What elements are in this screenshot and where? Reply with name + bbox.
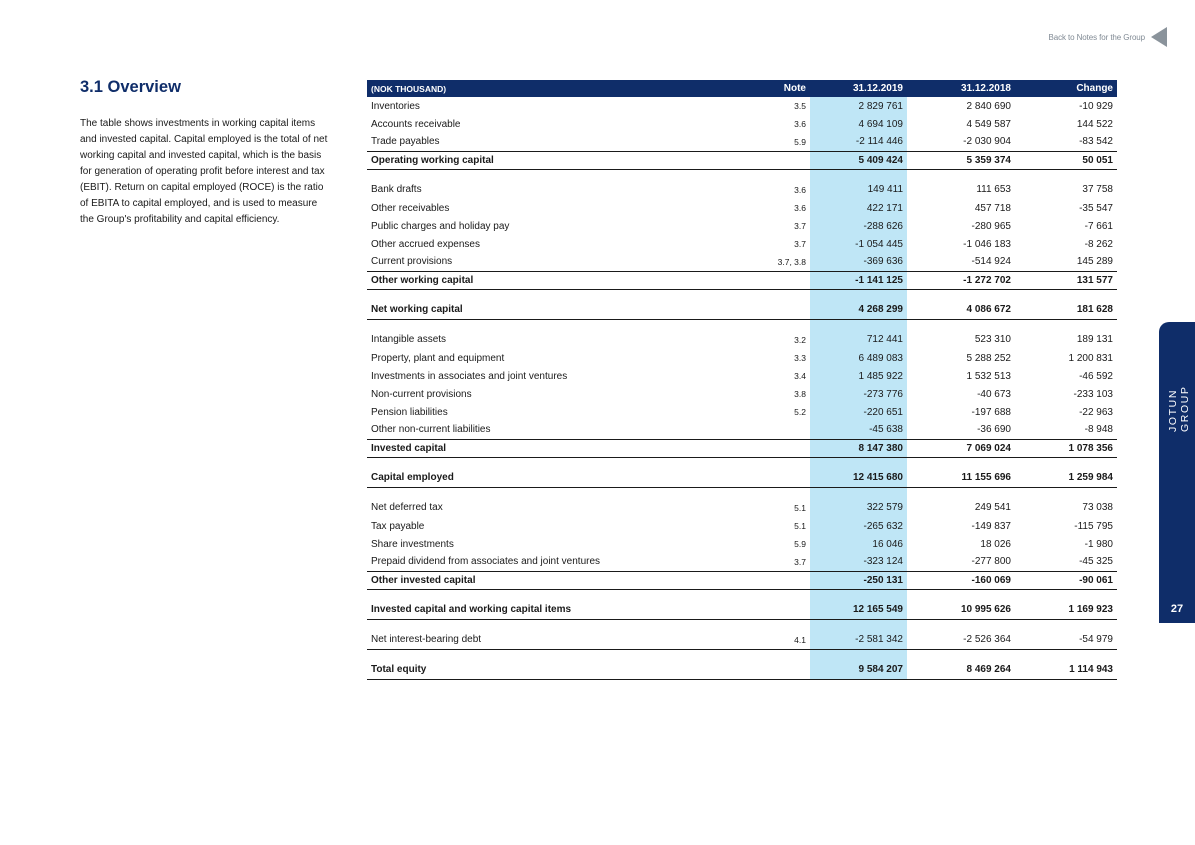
row-label: Investments in associates and joint ventures [371,370,568,382]
row-label: Other invested capital [367,571,747,589]
row-note [747,439,810,457]
row-label: Other non-current liabilities [371,424,491,436]
row-change: 37 758 [1082,184,1113,196]
table-row [367,253,1117,271]
table-row [367,133,1117,151]
row-change: 73 038 [1082,502,1113,514]
table-row [367,403,1117,421]
row-change: 1 200 831 [1068,352,1113,364]
side-tab [1159,322,1195,623]
header-change: Change [1015,80,1117,97]
row-value-2018: 249 541 [974,502,1011,514]
row-label: Prepaid dividend from associates and joint ventures [371,556,601,568]
row-value-2019: 1 485 922 [810,367,907,385]
row-value-2018: 10 995 626 [907,589,1015,619]
row-note: 3.6 [794,184,806,195]
row-change: 145 289 [1076,256,1113,268]
row-value-2018: -160 069 [907,571,1015,589]
row-value-2018: 5 359 374 [907,151,1015,169]
row-label: Capital employed [367,457,747,487]
table-row [367,97,1117,115]
row-value-2018: -1 046 183 [963,238,1011,250]
table-row [367,589,1117,619]
row-value-2019: 9 584 207 [810,649,907,679]
row-value-2018: 8 469 264 [907,649,1015,679]
row-note: 5.1 [794,521,806,531]
row-value-2018: 457 718 [974,202,1011,214]
row-value-2019: -288 626 [810,217,907,235]
header-label: (NOK THOUSAND) [367,80,747,97]
row-label: Net interest-bearing debt [371,634,482,645]
row-value-2018: 5 288 252 [966,352,1011,364]
row-note: 3.7, 3.8 [777,256,806,267]
row-label: Bank drafts [371,184,422,196]
row-note: 3.8 [794,389,806,399]
row-value-2019: -369 636 [810,253,907,271]
table-row [367,553,1117,571]
row-value-2019: 12 415 680 [810,457,907,487]
row-note [747,271,810,289]
table-body [367,97,1117,679]
row-label: Inventories [371,100,420,112]
brand-label: JOTUN GROUP [1167,385,1191,432]
row-change: -8 262 [1084,238,1113,250]
row-note: 3.5 [794,101,806,111]
row-value-2019: -220 651 [810,403,907,421]
row-value-2019: -323 124 [810,553,907,571]
row-label: Operating working capital [367,151,747,169]
header-2018: 31.12.2018 [907,80,1015,97]
table-row [367,439,1117,457]
row-label: Other working capital [367,271,747,289]
row-note: 3.3 [794,353,806,363]
row-note: 5.9 [794,136,806,147]
row-value-2019: 8 147 380 [810,439,907,457]
row-change: -22 963 [1079,406,1113,418]
row-change: -90 061 [1015,571,1117,589]
table-row [367,271,1117,289]
row-value-2018: 4 086 672 [907,289,1015,319]
back-arrow-icon[interactable] [1151,27,1167,47]
row-value-2018: 1 532 513 [966,370,1011,382]
row-change: -8 948 [1084,424,1113,436]
section-title: 3.1 Overview [80,78,181,96]
row-change: 144 522 [1076,118,1113,130]
back-to-notes-link[interactable] [1049,27,1167,47]
row-change: -115 795 [1074,520,1113,532]
section-body: The table shows investments in working capital items and invested capital. Capital employed is the total of net working capital and invested capital, which is the basis for generation of operating profit before interest and tax (EBIT). Return on capital employed (ROCE) is the ratio of EBITA to capital employed, and is used to measure the Group's profitability and capital efficiency. [80,118,328,225]
row-label: Accounts receivable [371,118,461,130]
row-change: -54 979 [1079,634,1113,645]
row-value-2019: 16 046 [810,535,907,553]
table-row [367,517,1117,535]
table-row [367,385,1117,403]
row-note [747,649,810,679]
row-value-2018: -280 965 [971,220,1011,232]
row-value-2018: -36 690 [977,424,1011,436]
row-label: Invested capital [367,439,747,457]
table-row [367,457,1117,487]
row-change: -35 547 [1079,202,1113,214]
row-value-2019: 149 411 [810,169,907,199]
row-label: Non-current provisions [371,388,472,400]
row-note: 3.2 [794,334,806,345]
row-change: 50 051 [1015,151,1117,169]
row-change: 181 628 [1015,289,1117,319]
row-label: Trade payables [371,136,440,148]
table-row [367,421,1117,439]
row-change: -83 542 [1079,136,1113,148]
table-row [367,367,1117,385]
row-value-2018: -40 673 [977,388,1011,400]
header-note: Note [747,80,810,97]
table-row [367,199,1117,217]
row-value-2019: -2 581 342 [810,619,907,649]
capital-table [367,80,1117,680]
row-note: 3.7 [794,221,806,231]
row-value-2019: 322 579 [810,487,907,517]
row-note: 3.6 [794,203,806,213]
row-label: Pension liabilities [371,406,448,418]
row-change: 1 259 984 [1015,457,1117,487]
row-change: 1 078 356 [1015,439,1117,457]
row-change: 131 577 [1015,271,1117,289]
row-note: 3.6 [794,119,806,129]
row-label: Other receivables [371,202,450,214]
row-label: Property, plant and equipment [371,352,505,364]
row-value-2018: 18 026 [980,538,1011,550]
table-row [367,571,1117,589]
table-row [367,217,1117,235]
page-number: 27 [1170,603,1184,615]
row-value-2018: -277 800 [971,556,1011,568]
table-row [367,619,1117,649]
row-change: -46 592 [1079,370,1113,382]
table-row [367,535,1117,553]
row-value-2018: -149 837 [971,520,1011,532]
row-value-2019: -1 054 445 [810,235,907,253]
row-label: Intangible assets [371,334,447,346]
table-header-row [367,80,1117,97]
table-row [367,319,1117,349]
row-value-2019: 422 171 [810,199,907,217]
table-row [367,169,1117,199]
table-row [367,151,1117,169]
row-value-2019: 5 409 424 [810,151,907,169]
row-label: Current provisions [371,256,453,268]
row-value-2019: -273 776 [810,385,907,403]
row-label: Total equity [367,649,747,679]
row-change: -45 325 [1079,556,1113,568]
row-change: 1 114 943 [1015,649,1117,679]
row-note: 3.4 [794,371,806,381]
row-change: -233 103 [1073,388,1113,400]
row-value-2019: -250 131 [810,571,907,589]
row-change: -1 980 [1084,538,1113,550]
row-value-2018: -197 688 [971,406,1011,418]
row-label: Tax payable [371,520,425,532]
row-note: 5.9 [794,539,806,549]
intro-section [80,78,330,228]
row-value-2018: 7 069 024 [907,439,1015,457]
table-row [367,115,1117,133]
row-label: Net deferred tax [371,502,443,514]
row-note [747,457,810,487]
row-value-2018: 11 155 696 [907,457,1015,487]
row-label: Public charges and holiday pay [371,220,510,232]
row-note: 5.1 [794,502,806,513]
row-note [747,151,810,169]
row-value-2019: 4 694 109 [810,115,907,133]
row-value-2018: 2 840 690 [966,100,1011,112]
row-note: 3.7 [794,239,806,249]
row-value-2018: 111 653 [976,184,1011,196]
table-row [367,235,1117,253]
table-row [367,349,1117,367]
row-value-2018: 4 549 587 [966,118,1011,130]
row-label: Share investments [371,538,454,550]
header-2019: 31.12.2019 [810,80,907,97]
row-label: Invested capital and working capital items [367,589,747,619]
table-row [367,487,1117,517]
row-note [747,289,810,319]
row-value-2019: -45 638 [810,421,907,439]
row-label: Net working capital [367,289,747,319]
row-value-2019: 12 165 549 [810,589,907,619]
row-value-2019: -2 114 446 [810,133,907,151]
row-value-2019: 2 829 761 [810,97,907,115]
row-value-2018: 523 310 [974,334,1011,346]
row-note [747,589,810,619]
row-note: 3.7 [794,556,806,567]
row-value-2019: 4 268 299 [810,289,907,319]
row-value-2019: -1 141 125 [810,271,907,289]
row-note: 5.2 [794,407,806,417]
row-change: -7 661 [1084,220,1113,232]
row-change: 189 131 [1076,334,1113,346]
table-row [367,649,1117,679]
row-value-2018: -2 526 364 [963,634,1011,645]
row-value-2019: 6 489 083 [810,349,907,367]
row-value-2019: 712 441 [810,319,907,349]
row-value-2018: -2 030 904 [963,136,1011,148]
row-value-2019: -265 632 [810,517,907,535]
row-value-2018: -1 272 702 [907,271,1015,289]
row-note [747,421,810,439]
row-change: -10 929 [1079,100,1113,112]
row-note: 4.1 [794,634,806,645]
row-value-2018: -514 924 [971,256,1011,268]
back-to-notes-label: Back to Notes for the Group [1048,32,1145,42]
row-label: Other accrued expenses [371,238,480,250]
table-row [367,289,1117,319]
row-note [747,571,810,589]
row-change: 1 169 923 [1015,589,1117,619]
